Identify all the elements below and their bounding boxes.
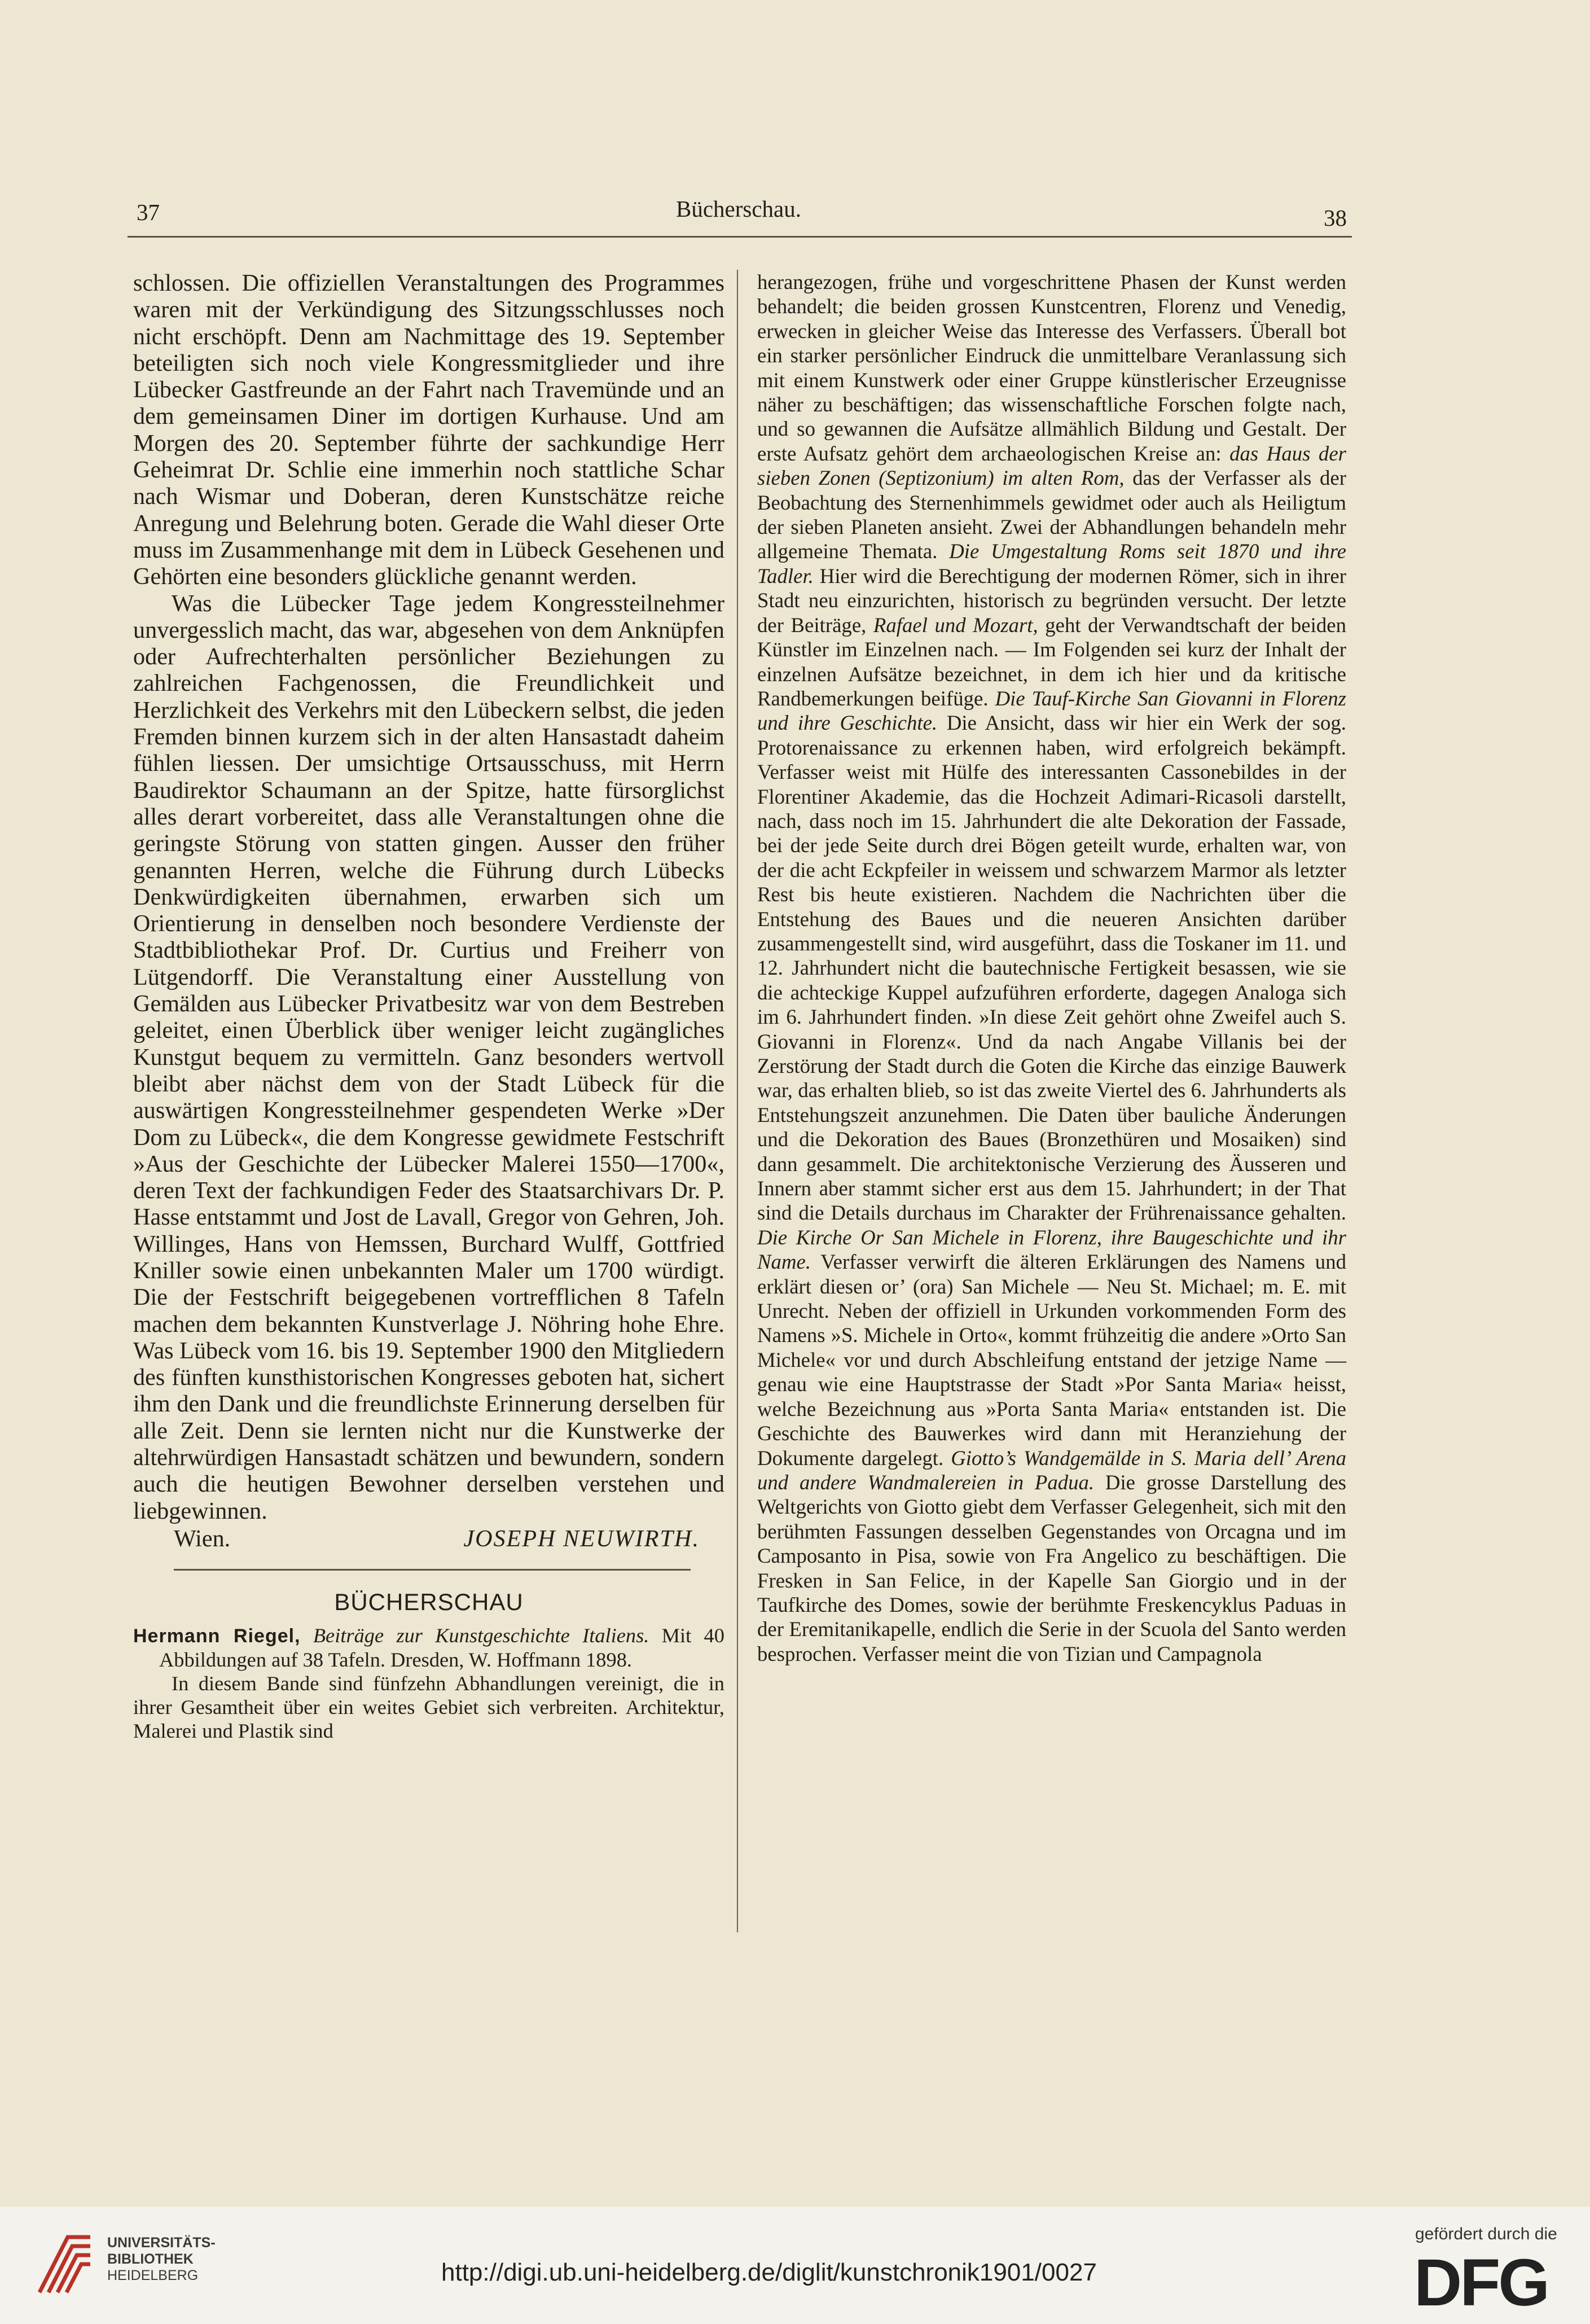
- paragraph: [757, 270, 1346, 1666]
- text-run: Hier wird die Berechtigung der modernen Römer, sich in ihrer Stadt neu einzurichten, historisch zu begründen versucht. Der letzte der Beiträge,: [757, 564, 1346, 637]
- section-heading: BÜCHERSCHAU: [334, 1589, 524, 1616]
- right-column: [757, 270, 1346, 1666]
- library-name-line: BIBLIOTHEK: [107, 2251, 194, 2267]
- dfg-logo: DFG: [1414, 2246, 1548, 2320]
- text-run: herangezogen, frühe und vorgeschrittene Phasen der Kunst werden behandelt; die beiden grossen Kunstcentren, Florenz und Venedig, erwecken in gleicher Weise das Interesse des Verfassers. Überall bot ein starker persönlicher Eindruck die unmittelbare Veranlassung sich mit einem Kunstwerk oder einer Gruppe künstlerischer Erzeugnisse näher zu beschäftigen; das wissenschaftliche Forschen folgte nach, und so gewannen die Aufsätze allmählich Bildung und Gestalt. Der erste Aufsatz gehört dem archaeologischen Kreise an:: [757, 270, 1346, 465]
- review-citation: [133, 1624, 724, 1672]
- left-column: [133, 270, 724, 1743]
- paragraph: schlossen. Die offiziellen Veranstaltungen des Programmes waren mit der Verkündigung des Sitzungsschlusses noch nicht erschöpft. Denn am Nachmittage des 19. September beteiligten sich noch viele Kongressmitglieder und ihre Lübecker Gastfreunde an der Fahrt nach Travemünde und an dem gemeinsamen Diner im dortigen Kurhause. Und am Morgen des 20. September führte der sachkundige Herr Geheimrat Dr. Schlie eine immerhin noch stattliche Schar nach Wismar und Doberan, deren Kunstschätze reiche Anregung und Belehrung boten. Gerade die Wahl dieser Orte muss im Zusammenhange mit dem in Lübeck Gesehenen und Gehörten eine besonders glückliche genannt werden.: [133, 270, 724, 590]
- italic-title: Die Kirche Or San Michele in Florenz, ihre Baugeschichte und ihr Name.: [757, 1225, 1346, 1274]
- italic-title: Giotto’s Wandgemälde in S. Maria dell’ Arena und andere Wandmalereien in Padua.: [757, 1446, 1346, 1494]
- italic-title: Die Tauf-Kirche San Giovanni in Florenz und ihre Geschichte.: [757, 686, 1347, 735]
- italic-title: Die Umgestaltung Roms seit 1870 und ihre Tadler.: [757, 540, 1346, 587]
- signature-place: Wien.: [174, 1525, 231, 1552]
- header-rule: [128, 236, 1352, 238]
- text-run: Verfasser verwirft die älteren Erklärungen des Namens und erklärt diesen or’ (ora) San Michele — Neu St. Michael; m. E. mit Unrecht. Neben der offiziell in Urkunden vorkommenden Form des Namens »S. Michele in Orto«, kommt frühzeitig die andere »Orto San Michele« vor und durch Abschleifung entstand der jetzige Name — genau wie eine Hauptstrasse der Stadt »Por Santa Maria« heisst, welche Bezeichnung aus »Porta Santa Maria« entstanden ist. Die Geschichte des Bauwerkes wird dann mit Heranziehung der Dokumente dargelegt.: [757, 1250, 1346, 1470]
- signature-author: JOSEPH NEUWIRTH.: [463, 1525, 700, 1552]
- text-run: Die Ansicht, dass wir hier ein Werk der sog. Protorenaissance zu erkennen haben, wird erfolgreich bekämpft. Verfasser weist mit Hülfe des interessanten Cassonebildes in der Florentiner Akademie, das die Hochzeit Adimari-Ricasoli darstellt, nach, dass noch im 15. Jahrhundert die alte Dekoration der Fassade, bei der jede Seite durch drei Bögen geteilt wurde, erhalten war, von der die acht Eckpfeiler in weissem und schwarzem Marmor als letzter Rest bis heute existieren. Nachdem die Nachrichten über die Entstehung des Baues und die neueren Ansichten darüber zusammengestellt sind, wird ausgeführt, dass die Toskaner im 11. und 12. Jahrhundert nicht die bautechnische Fertigkeit besassen, wie sie die achteckige Kuppel aufzuführen erforderte, dagegen Analoga sich im 6. Jahrhundert finden. »In diese Zeit gehört ohne Zweifel auch S. Giovanni in Florenz«. Und da nach Angabe Villanis bei der Zerstörung der Stadt durch die Goten die Kirche das einzige Bauwerk war, das erhalten blieb, so ist das zweite Viertel des 6. Jahrhunderts als Entstehungszeit anzunehmen. Die Daten über bauliche Änderungen und die Dekoration des Baues (Bronzethüren und Mosaiken) sind dann gesammelt. Die architektonische Verzierung des Äusseren und Innern aber stammt sicher erst aus dem 15. Jahrhundert; in der That sind die Details durchaus im Charakter der Frührenaissance gehalten.: [757, 711, 1347, 1225]
- column-rule: [737, 270, 738, 1932]
- paragraph: In diesem Bande sind fünfzehn Abhandlungen vereinigt, die in ihrer Gesamtheit über ein weites Gebiet sich verbreiten. Architektur, Malerei und Plastik sind: [133, 1672, 724, 1742]
- library-name-line: HEIDELBERG: [107, 2268, 199, 2283]
- paragraph: Was die Lübecker Tage jedem Kongressteilnehmer unvergesslich macht, das war, abgesehen von dem Anknüpfen oder Aufrechterhalten persönlicher Beziehungen zu zahlreichen Fachgenossen, die Freundlichkeit und Herzlichkeit des Verkehrs mit den Lübeckern selbst, die jeden Fremden binnen kurzem sich in der alten Hansastadt daheim fühlen liessen. Der umsichtige Ortsausschuss, mit Herrn Baudirektor Schaumann an der Spitze, hatte fürsorglichst alles derart vorbereitet, dass alle Veranstaltungen ohne die geringste Störung von statten gingen. Ausser den früher genannten Herren, welche die Führung durch Lübecks Denkwürdigkeiten übernahmen, erwarben sich um Orientierung in denselben noch besondere Verdienste der Stadtbibliothekar Prof. Dr. Curtius und Freiherr von Lütgendorff. Die Veranstaltung einer Ausstellung von Gemälden aus Lübecker Privatbesitz war von dem Bestreben geleitet, einen Überblick über weniger leicht zugängliches Kunstgut bequem zu vermitteln. Ganz besonders wertvoll bleibt aber nächst dem von der Stadt Lübeck für die auswärtigen Kongressteilnehmer gespendeten Werke »Der Dom zu Lübeck«, die dem Kongresse gewidmete Festschrift »Aus der Geschichte der Lübecker Malerei 1550—1700«, deren Text der fachkundigen Feder des Staatsarchivars Dr. P. Hasse entstammt und Jost de Lavall, Gregor von Gehren, Joh. Willinges, Hans von Hemssen, Burchard Wulff, Gottfried Kniller sowie einen unbekannten Maler um 1700 würdigt. Die der Festschrift beigegebenen vortrefflichen 8 Tafeln machen dem bekannten Kunstverlage J. Nöhring hohe Ehre. Was Lübeck vom 16. bis 19. September 1900 den Mitgliedern des fünften kunsthistorischen Kongresses geboten hat, sichert ihm den Dank und die freundlichste Erinnerung derselben für alle Zeit. Denn sie lernten nicht nur die Kunstwerke der altehrwürdigen Hansastadt schätzen und bewundern, sondern auch die heutigen Bewohner derselben verstehen und liebgewinnen.: [133, 590, 724, 1524]
- review-title: Beiträge zur Kunstgeschichte Italiens.: [313, 1624, 649, 1647]
- university-library-logo-icon: [34, 2230, 96, 2298]
- page-number-left: 37: [137, 199, 160, 225]
- page-number-right: 38: [1324, 205, 1347, 231]
- review-imprint: Mit 40 Abbildungen auf 38 Tafeln. Dresden, W. Hoffmann 1898.: [159, 1624, 724, 1671]
- review-entry: [133, 1624, 724, 1743]
- signature-line: [133, 1525, 724, 1552]
- text-run: Die grosse Darstellung des Weltgerichts von Giotto giebt dem Verfasser Gelegenheit, sich mit den berühmten Fassungen desselben Gegenstandes von Orcagna und im Camposanto in Pisa, sowie von Fra Angelico zu beschäftigen. Die Fresken in San Felice, in der Kapelle San Giorgio und in der Taufkirche des Domes, sowie der berühmte Freskencyklus Paduas in der Eremitanikapelle, endlich die Serie in der Scuola del Santo werden besprochen. Verfasser meint die von Tizian und Campagnola: [757, 1470, 1346, 1665]
- library-name-line: UNIVERSITÄTS-: [107, 2235, 216, 2251]
- italic-title: das Haus der sieben Zonen (Septizonium) im alten Rom,: [757, 441, 1346, 490]
- review-author: Hermann Riegel,: [133, 1625, 301, 1647]
- running-title: Bücherschau.: [676, 196, 801, 222]
- footer-bar: [0, 2207, 1590, 2324]
- source-url-link[interactable]: http://digi.ub.uni-heidelberg.de/diglit/kunstchronik1901/0027: [441, 2259, 1097, 2286]
- funding-note: gefördert durch die: [1415, 2225, 1557, 2243]
- section-divider: [174, 1569, 691, 1571]
- text-run: geht der Verwandtschaft der beiden Künstler im Einzelnen nach. — Im Folgenden sei kurz der Inhalt der einzelnen Aufsätze bezeichnet, in dem ich hier und da kritische Randbemerkungen beifüge.: [757, 613, 1346, 710]
- italic-title: Rafael und Mozart,: [873, 613, 1038, 637]
- text-run: das der Verfasser als der Beobachtung des Sternenhimmels gewidmet oder auch als Heiligtum der sieben Planeten ansieht. Zwei der Abhandlungen behandeln mehr allgemeine Themata.: [757, 466, 1346, 563]
- library-name: [107, 2235, 216, 2284]
